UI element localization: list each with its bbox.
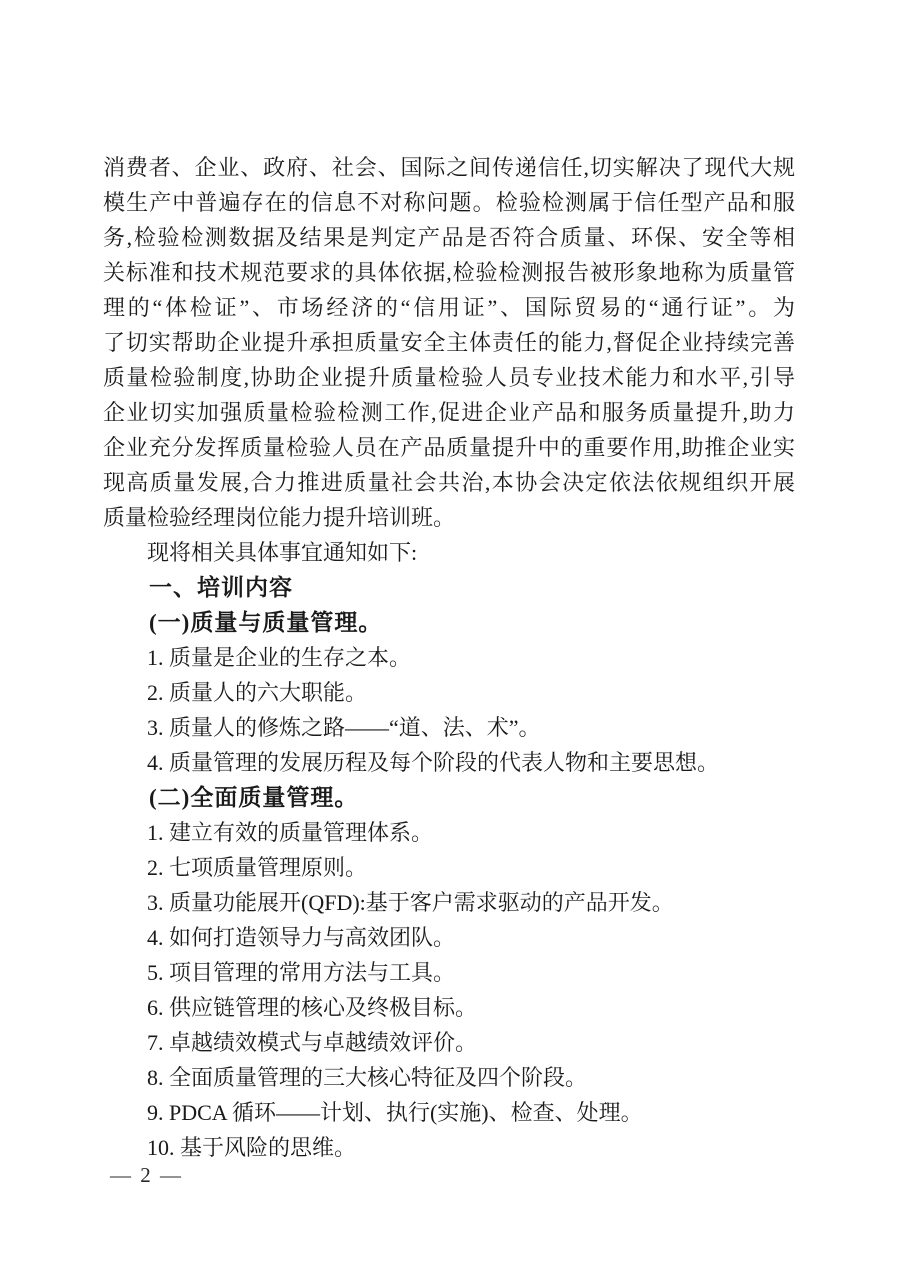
list-item: 3. 质量功能展开(QFD):基于客户需求驱动的产品开发。 — [147, 890, 674, 915]
subsection-heading-quality-management: (一)质量与质量管理。 — [149, 610, 383, 635]
paragraph-line: 务,检验检测数据及结果是判定产品是否符合质量、环保、安全等相 — [103, 225, 795, 250]
list-item: 4. 如何打造领导力与高效团队。 — [147, 925, 456, 950]
list-item: 10. 基于风险的思维。 — [147, 1135, 357, 1160]
section-heading-training-content: 一、培训内容 — [149, 574, 293, 600]
paragraph-line: 消费者、企业、政府、社会、国际之间传递信任,切实解决了现代大规 — [103, 155, 795, 180]
list-item: 7. 卓越绩效模式与卓越绩效评价。 — [147, 1030, 478, 1055]
intro-line: 现将相关具体事宜通知如下: — [147, 540, 418, 565]
paragraph-line: 现高质量发展,合力推进质量社会共治,本协会决定依法依规组织开展 — [103, 470, 795, 495]
list-item: 9. PDCA 循环——计划、执行(实施)、检查、处理。 — [147, 1100, 643, 1125]
document-body — [103, 150, 795, 1165]
paragraph-line: 企业切实加强质量检验检测工作,促进企业产品和服务质量提升,助力 — [103, 400, 795, 425]
paragraph-line: 理的“体检证”、市场经济的“信用证”、国际贸易的“通行证”。为 — [103, 295, 795, 320]
paragraph-line: 关标准和技术规范要求的具体依据,检验检测报告被形象地称为质量管 — [103, 260, 795, 285]
page-number: — 2 — — [110, 1163, 183, 1187]
paragraph-line: 企业充分发挥质量检验人员在产品质量提升中的重要作用,助推企业实 — [103, 435, 795, 460]
list-item: 4. 质量管理的发展历程及每个阶段的代表人物和主要思想。 — [147, 750, 720, 775]
list-item: 1. 建立有效的质量管理体系。 — [147, 820, 434, 845]
list-item: 2. 质量人的六大职能。 — [147, 680, 368, 705]
subsection-heading-total-quality-management: (二)全面质量管理。 — [149, 785, 359, 810]
list-item: 3. 质量人的修炼之路——“道、法、术”。 — [147, 715, 541, 740]
list-item: 2. 七项质量管理原则。 — [147, 855, 368, 880]
list-item: 1. 质量是企业的生存之本。 — [147, 645, 412, 670]
paragraph-line: 质量检验制度,协助企业提升质量检验人员专业技术能力和水平,引导 — [103, 365, 795, 390]
list-item: 8. 全面质量管理的三大核心特征及四个阶段。 — [147, 1065, 588, 1090]
paragraph-line: 质量检验经理岗位能力提升培训班。 — [103, 505, 456, 530]
list-item: 6. 供应链管理的核心及终极目标。 — [147, 995, 478, 1020]
paragraph-line: 模生产中普遍存在的信息不对称问题。检验检测属于信任型产品和服 — [103, 190, 795, 215]
paragraph-line: 了切实帮助企业提升承担质量安全主体责任的能力,督促企业持续完善 — [103, 330, 795, 355]
list-item: 5. 项目管理的常用方法与工具。 — [147, 960, 456, 985]
